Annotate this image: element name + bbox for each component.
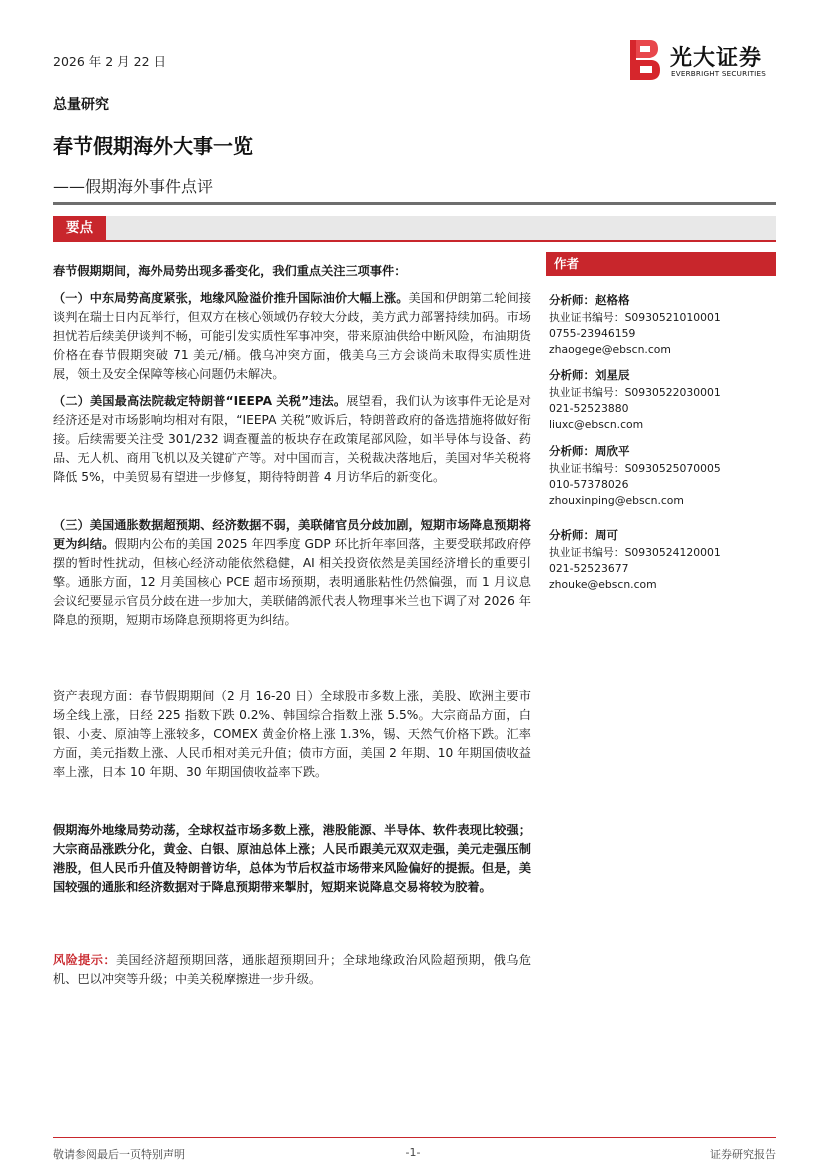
title-divider: [53, 202, 776, 205]
report-subtitle: ——假期海外事件点评: [53, 177, 214, 196]
page-number: -1-: [405, 1146, 421, 1159]
author-name: 分析师：赵格格: [549, 293, 630, 307]
report-title: 春节假期海外大事一览: [53, 134, 253, 158]
footer-disclaimer: 敬请参阅最后一页特别声明: [53, 1148, 185, 1161]
author-email[interactable]: zhaogege@ebscn.com: [549, 343, 671, 356]
event-three-text: 假期内公布的美国 2025 年四季度 GDP 环比折年率回落，主要受联邦政府停摆的暂时性扰动，但核心经济动能依然稳健，AI 相关投资依然是美国经济增长的重要引擎。通胀方面，12 月美国核心 PCE 超市场预期，表明通胀粘性仍然偏强，而 1 月议息会议纪要显示官员分歧在进一步加大，美联储鸽派代表人物理事米兰也下调了对 2026 年降息的预期，短期市场降息预期将更为纠结。: [53, 537, 531, 627]
summary-paragraph: 假期海外地缘局势动荡，全球权益市场多数上涨，港股能源、半导体、软件表现比较强；大宗商品涨跌分化，黄金、白银、原油总体上涨；人民币跟美元双双走强，美元走强压制港股，但人民币升值及特朗普访华，总体为节后权益市场带来风险偏好的提振。但是，美国较强的通胀和经济数据对于降息预期带来掣肘，短期来说降息交易将较为胶着。: [53, 823, 531, 894]
intro-paragraph: 春节假期期间，海外局势出现多番变化，我们重点关注三项事件：: [53, 264, 407, 278]
logo-text-cn: 光大证券: [670, 46, 763, 71]
author-email[interactable]: liuxc@ebscn.com: [549, 418, 644, 431]
event-one-text: 美国和伊朗第二轮间接谈判在瑞士日内瓦举行，但双方在核心领域仍存较大分歧，美方武力部署持续加码。市场担忧若后续美伊谈判不畅，可能引发实质性军事冲突，带来原油供给中断风险，布油期货价格在春节假期突破 71 美元/桶。俄乌冲突方面，俄美乌三方会谈尚未取得实质性进展，领土及安全保障等核心问题仍未解决。: [53, 291, 532, 381]
risk-text: 美国经济超预期回落，通胀超预期回升；全球地缘政治风险超预期，俄乌危机、巴以冲突等升级；中美关税摩擦进一步升级。: [53, 953, 532, 986]
event-one-paragraph: [53, 289, 531, 384]
report-date: 2026 年 2 月 22 日: [53, 54, 167, 69]
key-points-tag: 要点: [53, 216, 106, 240]
asset-performance-paragraph: 资产表现方面：春节假期期间（2 月 16-20 日）全球股市多数上涨，美股、欧洲主要市场全线上涨，日经 225 指数下跌 0.2%、韩国综合指数上涨 5.5%。大宗商品方面，白银、小麦、原油等上涨较多，COMEX 黄金价格上涨 1.3%，锡、天然气价格下跌。汇率方面，美元指数上涨、人民币相对美元升值；债市方面，美国 2 年期、10 年期国债收益率上涨，日本 10 年期、30 年期国债收益率下跌。: [53, 689, 531, 779]
author-phone: 010-57378026: [549, 478, 629, 491]
event-one-heading: （一）中东局势高度紧张，地缘风险溢价推升国际油价大幅上涨。: [53, 291, 409, 305]
author-phone: 0755-23946159: [549, 327, 636, 340]
footer-divider: [53, 1137, 776, 1138]
event-three-heading: （三）美国通胀数据超预期、经济数据不弱，美联储官员分歧加剧，短期市场降息预期将更为纠结。: [53, 518, 531, 551]
author-phone: 021-52523677: [549, 562, 629, 575]
event-three-paragraph: [53, 516, 531, 630]
logo-text-en: EVERBRIGHT SECURITIES: [671, 69, 766, 78]
author-heading: 作者: [546, 252, 776, 276]
author-card: [549, 292, 776, 358]
event-two-heading: （二）美国最高法院裁定特朗普“IEEPA 关税”违法。: [53, 394, 347, 408]
event-two-text: 展望看，我们认为该事件无论是对经济还是对市场影响均相对有限，“IEEPA 关税”败诉后，特朗普政府的备选措施将做好衔接。后续需要关注受 301/232 调查覆盖的板块存在政策尾部风险，如半导体与设备、药品、无人机、商用飞机以及关键矿产等。对中国而言，关税裁决落地后，美国对华关税将降低 5%，中美贸易有望进一步修复，期待特朗普 4 月访华后的新变化。: [53, 394, 531, 484]
author-cert: 执业证书编号：S0930522030001: [549, 386, 721, 399]
risk-label: 风险提示：: [53, 953, 116, 967]
author-phone: 021-52523880: [549, 402, 629, 415]
report-category: 总量研究: [53, 97, 109, 113]
author-email[interactable]: zhouxinping@ebscn.com: [549, 494, 684, 507]
author-card: [549, 367, 776, 433]
author-card: [549, 443, 776, 509]
key-points-header: [53, 216, 776, 242]
author-cert: 执业证书编号：S0930525070005: [549, 462, 721, 475]
author-name: 分析师：周可: [549, 528, 618, 542]
author-cert: 执业证书编号：S0930521010001: [549, 311, 721, 324]
footer-report-type: 证券研究报告: [710, 1148, 776, 1161]
author-card: [549, 527, 776, 593]
author-email[interactable]: zhouke@ebscn.com: [549, 578, 657, 591]
author-name: 分析师：刘星辰: [549, 368, 630, 382]
risk-paragraph: [53, 951, 531, 989]
author-name: 分析师：周欣平: [549, 444, 630, 458]
everbright-logo-icon: [626, 38, 662, 82]
author-cert: 执业证书编号：S0930524120001: [549, 546, 721, 559]
event-two-paragraph: [53, 392, 531, 487]
everbright-logo: [626, 38, 776, 82]
